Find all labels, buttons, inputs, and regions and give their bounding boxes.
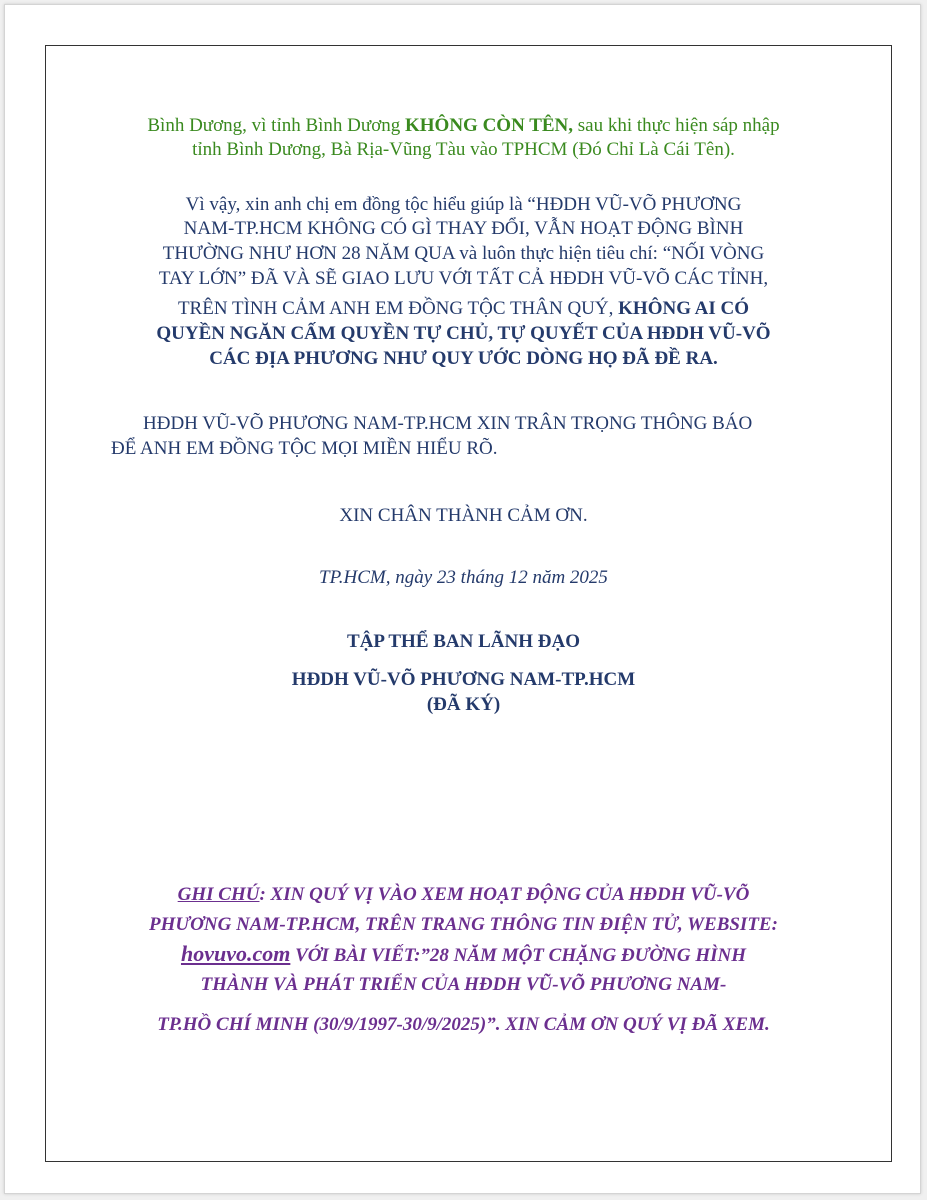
para1-line-6: QUYỀN NGĂN CẤM QUYỀN TỰ CHỦ, TỰ QUYẾT CỦA HĐDH VŨ-VÕ (156, 323, 771, 344)
note-text: : XIN QUÝ VỊ VÀO XEM HOẠT ĐỘNG CỦA HĐDH VŨ-VÕ (259, 884, 750, 905)
para1-line-7: CÁC ĐỊA PHƯƠNG NHƯ QUY ƯỚC DÒNG HỌ ĐÃ ĐỀ RA. (209, 348, 718, 369)
intro-emphasis: KHÔNG CÒN TÊN, (405, 115, 574, 136)
note-text: VỚI BÀI VIẾT:”28 NĂM MỘT CHẶNG ĐƯỜNG HÌNH (290, 945, 747, 966)
para1-line-2: NAM-TP.HCM KHÔNG CÓ GÌ THAY ĐỔI, VẪN HOẠT ĐỘNG BÌNH (183, 218, 744, 239)
para1-line-1: Vì vậy, xin anh chị em đồng tộc hiểu giúp là “HĐDH VŨ-VÕ PHƯƠNG (185, 194, 742, 215)
note-label: GHI CHÚ (177, 884, 260, 905)
para1-text: TRÊN TÌNH CẢM ANH EM ĐỒNG TỘC THÂN QUÝ, (177, 298, 619, 319)
thanks-text: XIN CHÂN THÀNH CẢM ƠN. (339, 505, 588, 526)
note-line-2: PHƯƠNG NAM-TP.HCM, TRÊN TRANG THÔNG TIN ĐIỆN TỬ, WEBSITE: (149, 914, 778, 935)
intro-text: Bình Dương, vì tỉnh Bình Dương (147, 115, 405, 136)
para1-line-3: THƯỜNG NHƯ HƠN 28 NĂM QUA và luôn thực hiện tiêu chí: “NỐI VÒNG (162, 243, 765, 264)
date-line: TP.HCM, ngày 23 tháng 12 năm 2025 (319, 567, 608, 588)
signature-org: HĐDH VŨ-VÕ PHƯƠNG NAM-TP.HCM (291, 669, 636, 690)
para2-line-1: HĐDH VŨ-VÕ PHƯƠNG NAM-TP.HCM XIN TRÂN TRỌNG THÔNG BÁO (143, 413, 753, 434)
note-line-1 (100, 883, 827, 907)
signature-title: TẬP THỂ BAN LÃNH ĐẠO (347, 631, 580, 652)
para1-line-5 (100, 297, 827, 321)
intro-text: sau khi thực hiện sáp nhập (573, 115, 780, 136)
note-line-3 (100, 942, 827, 968)
website-link[interactable]: hovuvo.com (180, 941, 291, 966)
para2-line-2: ĐỂ ANH EM ĐỒNG TỘC MỌI MIỀN HIỂU RÕ. (111, 438, 498, 459)
note-line-4: THÀNH VÀ PHÁT TRIỂN CỦA HĐDH VŨ-VÕ PHƯƠNG NAM- (200, 974, 727, 995)
note-line-5: TP.HỒ CHÍ MINH (30/9/1997-30/9/2025)”. XIN CẢM ƠN QUÝ VỊ ĐÃ XEM. (157, 1014, 770, 1035)
para1-line-4: TAY LỚN” ĐÃ VÀ SẼ GIAO LƯU VỚI TẤT CẢ HĐDH VŨ-VÕ CÁC TỈNH, (158, 268, 769, 289)
signature-signed: (ĐÃ KÝ) (426, 694, 501, 715)
intro-line-2: tỉnh Bình Dương, Bà Rịa-Vũng Tàu vào TPHCM (Đó Chỉ Là Cái Tên). (192, 139, 735, 160)
intro-line-1 (100, 114, 827, 138)
para1-emphasis: KHÔNG AI CÓ (618, 298, 750, 319)
